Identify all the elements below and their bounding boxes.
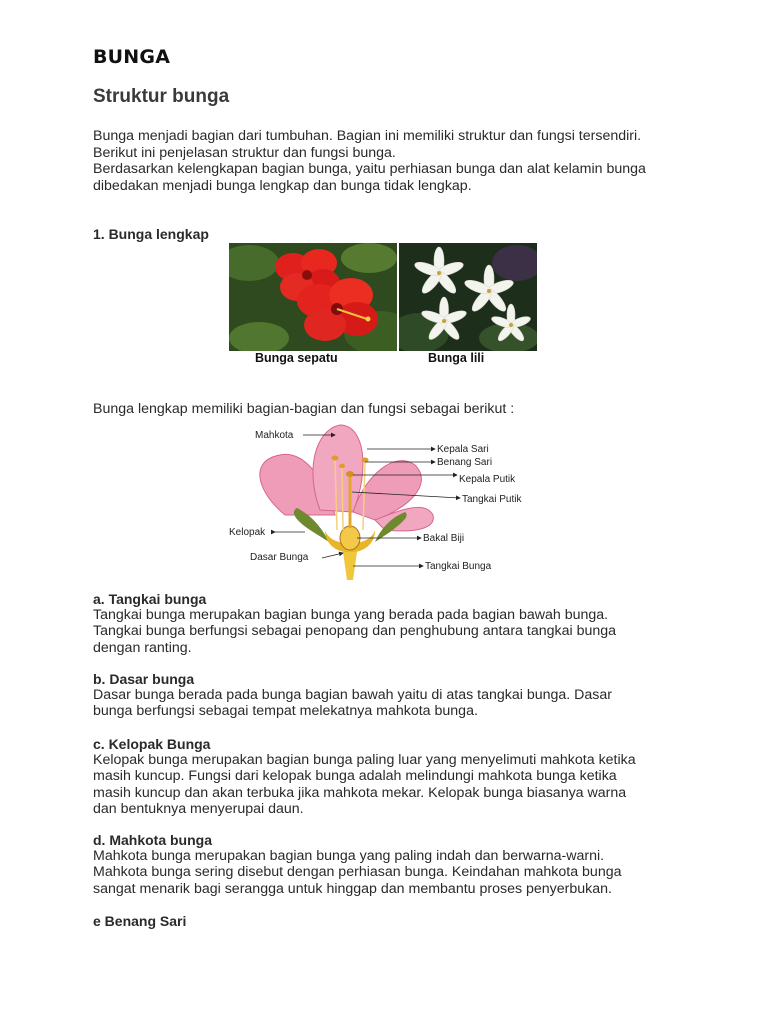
diagram-intro-text: Bunga lengkap memiliki bagian-bagian dan fungsi sebagai berikut : xyxy=(93,401,515,417)
paragraph-line: masih kuncup. Fungsi dari kelopak bunga adalah melindungi mahkota bunga ketika xyxy=(93,768,617,785)
paragraph-line: Tangkai bunga merupakan bagian bunga yang berada pada bagian bawah bunga. xyxy=(93,607,609,623)
paragraph-line: Kelopak bunga merupakan bagian bunga paling luar yang menyelimuti mahkota ketika xyxy=(93,752,636,768)
lily-photo xyxy=(399,243,537,351)
intro-paragraph xyxy=(93,128,693,194)
diagram-intro xyxy=(93,401,514,417)
paragraph-line: dan bentuknya menyerupai daun. xyxy=(93,801,304,818)
intro-line: Berikut ini penjelasan struktur dan fungsi bunga. xyxy=(93,144,396,161)
caption-bunga-lili: Bunga lili xyxy=(428,351,485,365)
paragraph-tangkai-bunga xyxy=(93,607,616,656)
intro-line: dibedakan menjadi bunga lengkap dan bunga tidak lengkap. xyxy=(93,177,472,194)
hibiscus-photo xyxy=(229,243,397,351)
paragraph-line: masih kuncup dan akan terbuka jika mahkota mekar. Kelopak bunga biasanya warna xyxy=(93,784,627,801)
label-mahkota: Mahkota xyxy=(255,430,294,441)
paragraph-mahkota-bunga xyxy=(93,848,622,897)
heading-mahkota-bunga: d. Mahkota bunga xyxy=(93,832,212,848)
label-kelopak: Kelopak xyxy=(229,527,266,538)
label-bakal-biji: Bakal Biji xyxy=(423,533,465,544)
heading-tangkai-bunga: a. Tangkai bunga xyxy=(93,591,207,607)
label-dasar-bunga: Dasar Bunga xyxy=(250,552,309,563)
heading-kelopak-bunga: c. Kelopak Bunga xyxy=(93,736,211,752)
section-title: Struktur bunga xyxy=(93,86,230,107)
label-tangkai-putik: Tangkai Putik xyxy=(462,494,522,505)
paragraph-kelopak-bunga xyxy=(93,752,636,818)
paragraph-line: Mahkota bunga sering disebut dengan perhiasan bunga. Keindahan mahkota bunga xyxy=(93,864,622,881)
intro-line: Berdasarkan kelengkapan bagian bunga, yaitu perhiasan bunga dan alat kelamin bunga xyxy=(93,161,646,178)
document-title: BUNGA xyxy=(93,46,171,68)
paragraph-line: Tangkai bunga berfungsi sebagai penopang dan penghubung antara tangkai bunga xyxy=(93,623,617,640)
intro-line: Bunga menjadi bagian dari tumbuhan. Bagian ini memiliki struktur dan fungsi tersendiri. xyxy=(93,128,642,144)
heading-dasar-bunga: b. Dasar bunga xyxy=(93,671,195,687)
paragraph-line: Dasar bunga berada pada bunga bagian bawah yaitu di atas tangkai bunga. Dasar xyxy=(93,687,613,703)
paragraph-line: bunga berfungsi sebagai tempat melekatnya mahkota bunga. xyxy=(93,703,478,720)
subheading-bunga-lengkap: 1. Bunga lengkap xyxy=(93,226,209,242)
label-benang-sari: Benang Sari xyxy=(437,457,493,468)
paragraph-dasar-bunga xyxy=(93,687,612,720)
paragraph-line: Mahkota bunga merupakan bagian bunga yang paling indah dan berwarna-warni. xyxy=(93,848,605,864)
paragraph-line: dengan ranting. xyxy=(93,639,192,656)
heading-benang-sari: e Benang Sari xyxy=(93,913,187,929)
caption-bunga-sepatu: Bunga sepatu xyxy=(255,351,338,365)
flower-photos xyxy=(229,243,539,353)
label-tangkai-bunga: Tangkai Bunga xyxy=(425,561,492,572)
label-kepala-sari: Kepala Sari xyxy=(437,444,489,455)
paragraph-line: sangat menarik bagi serangga untuk hinggap dan membantu proses penyerbukan. xyxy=(93,880,612,897)
label-kepala-putik: Kepala Putik xyxy=(459,474,516,485)
flower-structure-diagram xyxy=(225,420,525,582)
